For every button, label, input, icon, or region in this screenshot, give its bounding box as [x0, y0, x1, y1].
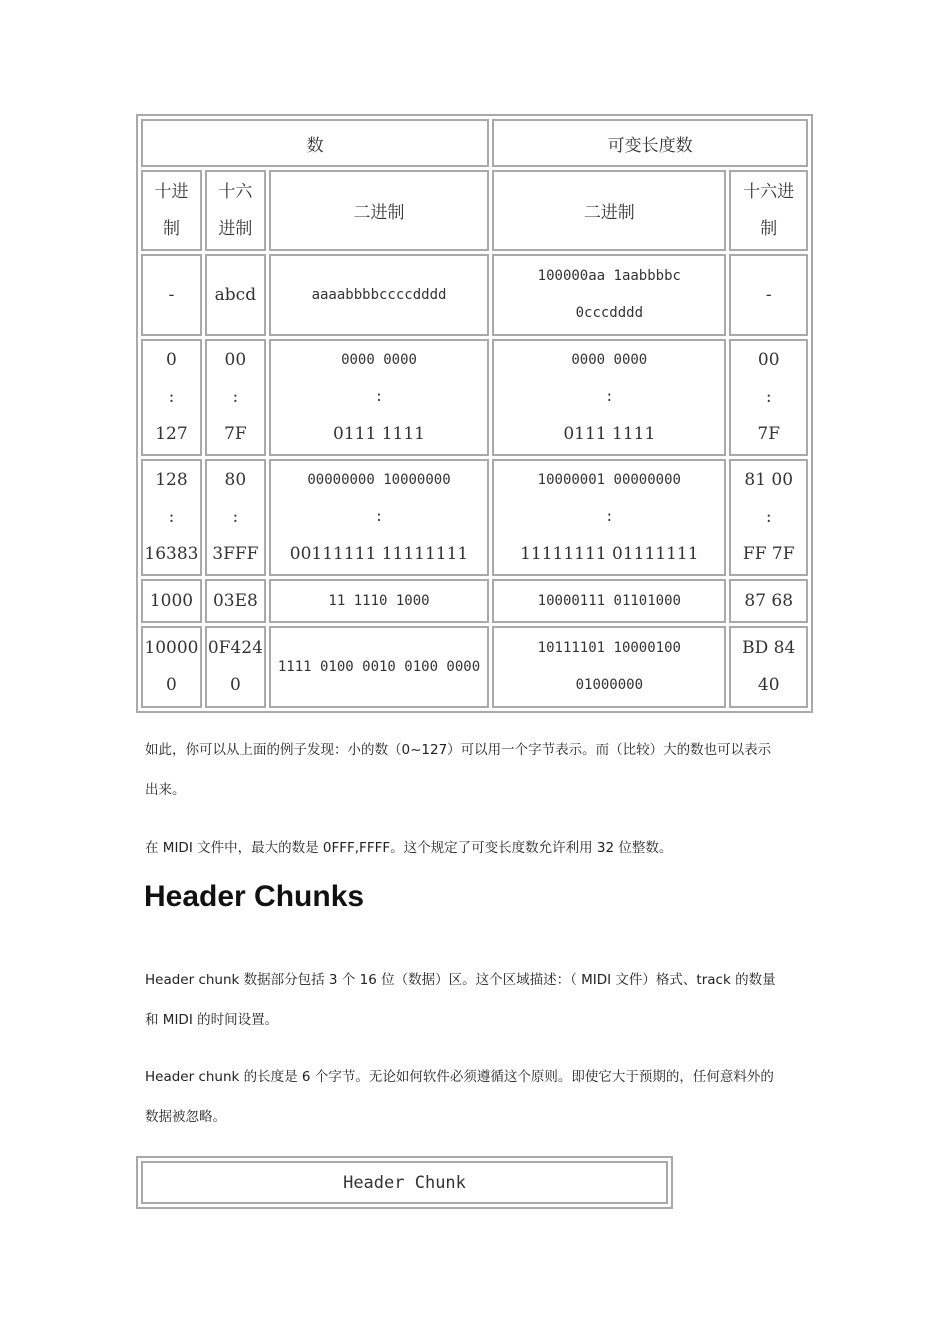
- cell-lines: [207, 277, 264, 314]
- cell-line: 00: [224, 350, 247, 370]
- cell-lines: [271, 649, 487, 686]
- cell-lines: [271, 277, 487, 314]
- table-cell-vbin: [492, 339, 726, 456]
- table-cell-hex: [205, 459, 266, 576]
- cell-line: :: [232, 387, 239, 407]
- paragraph-1-line-1: 如此，你可以从上面的例子发现：小的数（0~127）可以用一个字节表示。而（比较）大的数也可以表示: [145, 742, 772, 758]
- cell-line: 7F: [224, 424, 247, 444]
- cell-lines: [143, 342, 200, 453]
- table-cell-dec: [141, 254, 202, 336]
- cell-line: 1111 0100 0010 0100 0000: [277, 658, 481, 675]
- table-cell-vbin: [492, 579, 726, 623]
- cell-line: 10111101 10000100: [537, 640, 681, 656]
- header-vlq: 可变长度数: [492, 119, 808, 167]
- table-cell-dec: [141, 459, 202, 576]
- cell-lines: [271, 462, 487, 573]
- cell-line: -: [765, 284, 772, 305]
- cell-line: 03E8: [212, 590, 258, 611]
- cell-lines: [494, 583, 724, 620]
- cell-line: :: [765, 507, 772, 527]
- cell-line: abcd: [214, 284, 257, 305]
- table-cell-dec: [141, 579, 202, 623]
- vlq-table: [136, 114, 813, 713]
- section-heading: Header Chunks: [144, 880, 365, 913]
- cell-line: :: [605, 389, 614, 405]
- table-cell-bin: [269, 579, 489, 623]
- cell-lines: [271, 342, 487, 453]
- cell-line: BD 84 40: [742, 638, 796, 695]
- paragraph-3: [145, 960, 810, 1040]
- subheader-dec: [141, 170, 202, 251]
- cell-line: :: [168, 507, 175, 527]
- cell-lines: [731, 342, 806, 453]
- table-cell-vbin: [492, 254, 726, 336]
- cell-lines: [731, 462, 806, 573]
- cell-line: 11111111 01111111: [520, 544, 699, 564]
- cell-line: 00000000 10000000: [307, 472, 451, 488]
- table-cell-vhex: [729, 339, 808, 456]
- paragraph-3-line-1: Header chunk 数据部分包括 3 个 16 位（数据）区。这个区域描述：（ MIDI 文件）格式、track 的数量: [145, 972, 776, 988]
- cell-line: 128: [155, 470, 188, 490]
- cell-lines: [207, 462, 264, 573]
- cell-lines: [494, 258, 724, 332]
- cell-line: 10000111 01101000: [537, 592, 681, 609]
- cell-line: 0111 1111: [333, 424, 425, 444]
- subheader-hex-text: 十六进制: [218, 181, 253, 239]
- header-chunk-cell: Header Chunk: [141, 1161, 668, 1204]
- table-row: [141, 579, 808, 623]
- header-number: 数: [141, 119, 489, 167]
- cell-lines: [143, 462, 200, 573]
- cell-line: 16383: [144, 544, 199, 564]
- cell-line: 0000 0000: [571, 352, 648, 368]
- table-cell-vhex: [729, 254, 808, 336]
- table-row: [141, 459, 808, 576]
- cell-line: -: [168, 284, 175, 305]
- cell-line: :: [232, 507, 239, 527]
- cell-line: 100000aa 1aabbbbc: [537, 268, 681, 284]
- table-cell-vhex: [729, 459, 808, 576]
- cell-line: 0: [166, 350, 177, 370]
- cell-lines: [731, 630, 806, 704]
- cell-lines: [494, 630, 724, 704]
- subheader-vbin: 二进制: [492, 170, 726, 251]
- subheader-vhex-text: 十六进制: [743, 181, 795, 239]
- cell-lines: [207, 342, 264, 453]
- paragraph-3-line-2: 和 MIDI 的时间设置。: [145, 1012, 279, 1028]
- cell-line: 0cccdddd: [575, 305, 644, 321]
- cell-line: :: [374, 509, 384, 525]
- subheader-dec-text: 十进制: [154, 181, 189, 239]
- cell-lines: [731, 583, 806, 620]
- cell-line: :: [374, 389, 384, 405]
- cell-line: aaaabbbbccccdddd: [311, 286, 447, 303]
- cell-line: 11 1110 1000: [328, 592, 430, 609]
- cell-line: 01000000: [575, 677, 644, 693]
- cell-line: 80: [224, 470, 247, 490]
- table-cell-bin: [269, 459, 489, 576]
- cell-line: 10000001 00000000: [537, 472, 681, 488]
- paragraph-2: 在 MIDI 文件中，最大的数是 0FFF,FFFF。这个规定了可变长度数允许利用 32 位整数。: [145, 840, 673, 856]
- table-cell-hex: [205, 626, 266, 708]
- cell-lines: [207, 583, 264, 620]
- table-cell-vbin: [492, 626, 726, 708]
- table-cell-hex: [205, 254, 266, 336]
- paragraph-1: [145, 730, 810, 810]
- subheader-hex: [205, 170, 266, 251]
- cell-lines: [271, 583, 487, 620]
- table-cell-vhex: [729, 626, 808, 708]
- cell-line: 87 68: [744, 590, 794, 611]
- paragraph-4: [145, 1057, 810, 1137]
- cell-lines: [494, 462, 724, 573]
- paragraph-1-line-2: 出来。: [145, 782, 186, 798]
- table-cell-bin: [269, 254, 489, 336]
- table-cell-dec: [141, 339, 202, 456]
- cell-line: 0000 0000: [341, 352, 417, 368]
- table-cell-vbin: [492, 459, 726, 576]
- table-cell-bin: [269, 339, 489, 456]
- header-chunk-table: [136, 1156, 673, 1209]
- cell-line: 00111111 11111111: [289, 544, 469, 564]
- cell-line: 3FFF: [212, 544, 259, 564]
- table-cell-vhex: [729, 579, 808, 623]
- cell-line: 1000: [149, 590, 194, 611]
- cell-line: 00: [757, 350, 780, 370]
- table-cell-dec: [141, 626, 202, 708]
- table-row: [141, 339, 808, 456]
- cell-line: :: [765, 387, 772, 407]
- cell-line: 10000: [144, 638, 199, 658]
- cell-line: 7F: [757, 424, 781, 444]
- cell-lines: [494, 342, 724, 453]
- cell-lines: [731, 277, 806, 314]
- cell-lines: [143, 630, 200, 704]
- cell-line: :: [168, 387, 175, 407]
- cell-line: 0F424: [207, 638, 263, 658]
- cell-line: 127: [155, 424, 188, 444]
- paragraph-4-line-1: Header chunk 的长度是 6 个字节。无论如何软件必须遵循这个原则。即使它大于预期的，任何意料外的: [145, 1069, 774, 1085]
- subheader-vhex: [729, 170, 808, 251]
- table-cell-bin: [269, 626, 489, 708]
- table-cell-hex: [205, 579, 266, 623]
- table-row: [141, 626, 808, 708]
- table-row: [141, 254, 808, 336]
- cell-lines: [207, 630, 264, 704]
- cell-line: 0111 1111: [563, 424, 656, 444]
- cell-line: FF 7F: [742, 544, 795, 564]
- paragraph-4-line-2: 数据被忽略。: [145, 1109, 226, 1125]
- cell-lines: [143, 583, 200, 620]
- cell-lines: [143, 277, 200, 314]
- subheader-bin: 二进制: [269, 170, 489, 251]
- cell-line: 81 00: [744, 470, 794, 490]
- cell-line: 0: [166, 675, 177, 695]
- cell-line: 0: [229, 675, 241, 695]
- table-cell-hex: [205, 339, 266, 456]
- cell-line: :: [605, 509, 614, 525]
